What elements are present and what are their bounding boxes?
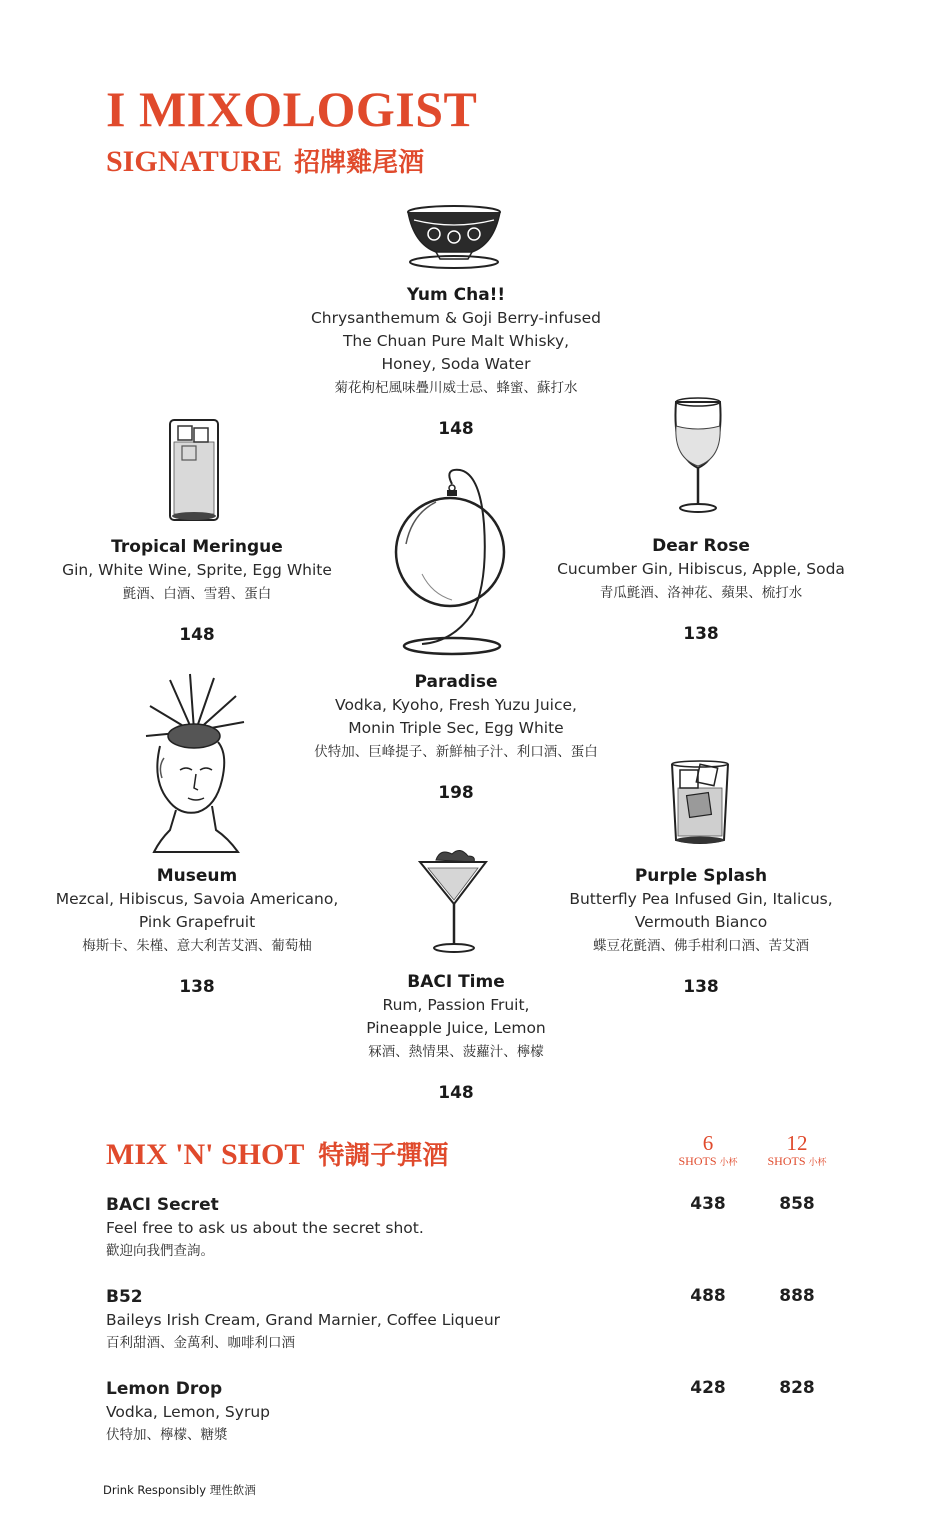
section-title-cn: 特調子彈酒	[318, 1141, 449, 1171]
shot-price-12: 888	[779, 1286, 815, 1306]
drink-price: 138	[683, 977, 719, 997]
column-label-en: SHOTS	[767, 1154, 806, 1168]
drink-desc-cn: 菊花枸杞風味疊川威士忌、蜂蜜、蘇打水	[334, 380, 578, 396]
shot-desc-cn: 百利甜酒、金萬利、咖啡利口酒	[106, 1335, 295, 1351]
drink-name: Museum	[156, 866, 238, 886]
footer-note: Drink Responsibly 理性飲酒	[103, 1483, 256, 1497]
drink-price: 148	[179, 625, 215, 645]
drink-desc: Vodka, Kyoho, Fresh Yuzu Juice,	[335, 696, 577, 714]
column-label-cn: 小杯	[808, 1158, 827, 1168]
shot-desc: Vodka, Lemon, Syrup	[106, 1403, 270, 1421]
drink-price: 138	[179, 977, 215, 997]
highball-glass-icon	[166, 416, 222, 524]
drink-price: 198	[438, 783, 474, 803]
drink-item-yum-cha	[256, 284, 656, 441]
column-header-6-shots	[668, 1133, 748, 1168]
drink-desc: Pink Grapefruit	[138, 913, 256, 931]
shot-price-6: 488	[690, 1286, 726, 1306]
column-header-num: 6	[702, 1131, 714, 1155]
drink-name: Dear Rose	[652, 536, 750, 556]
drink-item-baci-time	[300, 971, 612, 1105]
drink-desc-cn: 氈酒、白酒、雪碧、蛋白	[122, 586, 272, 602]
shot-desc-cn: 歡迎向我們查詢。	[106, 1243, 214, 1259]
shot-name: B52	[106, 1287, 143, 1307]
shot-name: Lemon Drop	[106, 1379, 223, 1399]
column-label-en: SHOTS	[678, 1154, 717, 1168]
drink-desc: Butterfly Pea Infused Gin, Italicus,	[569, 890, 833, 908]
drink-desc: Vermouth Bianco	[634, 913, 768, 931]
drink-name: Paradise	[414, 672, 498, 692]
drink-desc: Mezcal, Hibiscus, Savoia Americano,	[55, 890, 339, 908]
shot-name: BACI Secret	[106, 1195, 219, 1215]
section-title-en: MIX 'N' SHOT	[106, 1138, 305, 1171]
section-title-signature	[106, 147, 424, 177]
shot-price-12: 858	[779, 1194, 815, 1214]
wine-glass-icon	[670, 396, 726, 516]
shot-price-6: 438	[690, 1194, 726, 1214]
drink-desc-cn: 青瓜氈酒、洛神花、蘋果、梳打水	[599, 585, 803, 601]
drink-item-dear-rose	[546, 535, 856, 646]
drink-desc: The Chuan Pure Malt Whisky,	[342, 332, 570, 350]
drink-price: 138	[683, 624, 719, 644]
statue-head-icon	[140, 670, 250, 856]
drink-desc: Honey, Soda Water	[381, 355, 531, 373]
shot-desc: Feel free to ask us about the secret shot.	[106, 1219, 424, 1237]
drink-name: Yum Cha!!	[406, 285, 506, 305]
drink-desc: Rum, Passion Fruit,	[382, 996, 530, 1014]
drink-desc: Pineapple Juice, Lemon	[366, 1019, 546, 1037]
column-label-cn: 小杯	[719, 1158, 738, 1168]
column-header-label	[668, 1155, 748, 1168]
section-title-cn: 招牌雞尾酒	[294, 148, 425, 178]
drink-desc: Cucumber Gin, Hibiscus, Apple, Soda	[557, 560, 845, 578]
shot-desc: Baileys Irish Cream, Grand Marnier, Coffee Liqueur	[106, 1311, 501, 1329]
drink-desc-cn: 梅斯卡、朱槿、意大利苦艾酒、葡萄柚	[82, 938, 312, 954]
shot-price-12: 828	[779, 1378, 815, 1398]
section-title-en: SIGNATURE	[106, 145, 283, 178]
column-header-num: 12	[786, 1131, 808, 1155]
shot-item-baci-secret	[106, 1194, 846, 1262]
column-header-12-shots	[757, 1133, 837, 1168]
drink-name: BACI Time	[407, 972, 505, 992]
hanging-globe-icon	[392, 464, 508, 658]
section-title-mix-n-shot	[106, 1140, 448, 1170]
drink-desc: Monin Triple Sec, Egg White	[348, 719, 564, 737]
drink-price: 148	[438, 419, 474, 439]
shot-item-lemon-drop	[106, 1378, 846, 1446]
drink-name: Tropical Meringue	[111, 537, 283, 557]
drink-desc: Gin, White Wine, Sprite, Egg White	[62, 561, 332, 579]
drink-item-paradise	[256, 671, 656, 805]
drink-desc-cn: 伏特加、巨峰提子、新鮮柚子汁、利口酒、蛋白	[314, 744, 598, 760]
drink-desc-cn: 冧酒、熱情果、菠蘿汁、檸檬	[368, 1044, 544, 1060]
drink-item-tropical-meringue	[40, 536, 354, 647]
rocks-glass-icon	[668, 760, 732, 846]
drink-price: 148	[438, 1083, 474, 1103]
drink-name: Purple Splash	[634, 866, 768, 886]
tea-cup-icon	[404, 204, 504, 270]
shot-price-6: 428	[690, 1378, 726, 1398]
drink-desc: Chrysanthemum & Goji Berry-infused	[310, 309, 602, 327]
martini-glass-icon	[418, 846, 488, 954]
page-title: I MIXOLOGIST	[106, 81, 478, 137]
shot-desc-cn: 伏特加、檸檬、糖漿	[106, 1427, 228, 1443]
column-header-label	[757, 1155, 837, 1168]
shot-item-b52	[106, 1286, 846, 1354]
drink-desc-cn: 蝶豆花氈酒、佛手柑利口酒、苦艾酒	[593, 938, 809, 954]
